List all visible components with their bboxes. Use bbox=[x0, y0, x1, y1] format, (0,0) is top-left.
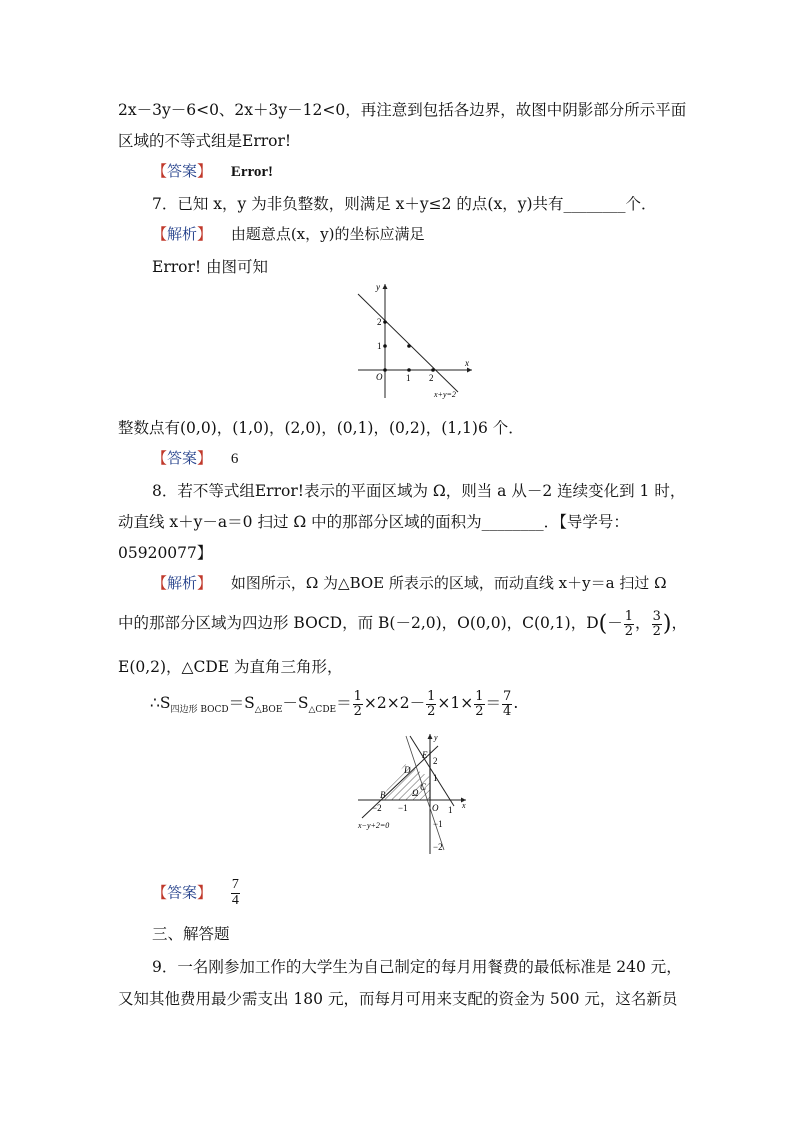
answer6-value: Error! bbox=[230, 164, 274, 180]
q7-analysis-text: 由题意点(x，y)的坐标应满足 bbox=[230, 225, 425, 243]
q8-line-label: x−y+2=0 bbox=[358, 821, 390, 830]
q7-analysis: 【解析】 由题意点(x，y)的坐标应满足 bbox=[152, 225, 425, 243]
q8-line3: 05920077】 bbox=[118, 544, 213, 562]
q8-tick-x-neg1: −1 bbox=[398, 803, 408, 813]
q8-tick-x1: 1 bbox=[448, 805, 453, 815]
q8-tick-y-neg2: −2 bbox=[433, 842, 443, 852]
section3-title: 三、解答题 bbox=[152, 925, 230, 943]
q9-line2: 又知其他费用最少需支出 180 元，而每月可用来支配的资金为 500 元，这名新员 bbox=[118, 990, 678, 1008]
q8-analysis-line1: 如图所示，Ω 为△BOE 所表示的区域，而动直线 x＋y＝a 扫过 Ω bbox=[230, 574, 667, 592]
q8-figure bbox=[350, 728, 474, 858]
q7-origin-label: O bbox=[376, 372, 383, 382]
q7-tick-x1: 1 bbox=[406, 373, 411, 383]
q7-conclusion: 整数点有(0,0)，(1,0)，(2,0)，(0,1)，(0,2)，(1,1)6 个． bbox=[118, 419, 524, 437]
q9-line1: 9．一名刚参加工作的大学生为自己制定的每月用餐费的最低标准是 240 元， bbox=[152, 958, 682, 976]
q8-analysis: 【解析】 如图所示，Ω 为△BOE 所表示的区域，而动直线 x＋y＝a 扫过 Ω bbox=[152, 574, 667, 592]
q8-tick-y-neg1: −1 bbox=[433, 819, 443, 829]
p1-line2: 区域的不等式组是Error! bbox=[118, 132, 292, 150]
q8-label-B: B bbox=[380, 790, 386, 800]
q8-tick-y1: 1 bbox=[433, 773, 438, 783]
q7-line-label: x+y=2 bbox=[434, 390, 456, 399]
q7-x-axis-label: x bbox=[465, 358, 469, 368]
q7-figure bbox=[348, 280, 478, 402]
q7-tick-y1: 1 bbox=[377, 341, 382, 351]
q8-analysis-line2: 中的那部分区域为四边形 BOCD，而 B(－2,0)，O(0,0)，C(0,1)，D(－ $\frac{1}{2}$ ， $\frac{3}{2}$ )， bbox=[118, 609, 687, 639]
q7-question: 7．已知 x，y 为非负整数，则满足 x＋y≤2 的点(x，y)共有________个． bbox=[152, 195, 657, 213]
q8-label-O: O bbox=[432, 803, 439, 813]
q8-line1: 8．若不等式组Error!表示的平面区域为 Ω，则当 a 从－2 连续变化到 1 时， bbox=[152, 482, 686, 500]
q7-tick-x2: 2 bbox=[429, 373, 434, 383]
q8-answer-value: $\frac{7}{4}$ bbox=[231, 877, 239, 908]
q8-label-C: C bbox=[420, 782, 427, 792]
q8-label-D: D bbox=[404, 765, 411, 775]
p1-line1: 2x－3y－6<0、2x＋3y－12<0，再注意到包括各边界，故图中阴影部分所示平面 bbox=[118, 101, 687, 119]
q7-tick-y2: 2 bbox=[377, 317, 382, 327]
q8-label-omega: Ω bbox=[412, 788, 419, 798]
q8-x-axis-label: x bbox=[462, 801, 466, 810]
q8-tick-y2: 2 bbox=[433, 756, 438, 766]
q7-line3: Error! 由图可知 bbox=[152, 258, 269, 276]
q7-y-axis-label: y bbox=[376, 282, 380, 292]
q7-answer-value: 6 bbox=[230, 451, 239, 467]
q8-answer: 【答案】 $\frac{7}{4}$ bbox=[152, 877, 239, 908]
answer6-tag-word: 答案 bbox=[167, 162, 198, 180]
q8-analysis-line3: E(0,2)，△CDE 为直角三角形， bbox=[118, 658, 343, 676]
q8-tick-x-neg2: −2 bbox=[372, 803, 382, 813]
q8-y-axis-label: y bbox=[434, 733, 438, 742]
q7-answer: 【答案】 6 bbox=[152, 449, 239, 467]
q8-line2: 动直线 x＋y－a＝0 扫过 Ω 中的那部分区域的面积为________．【导学号： bbox=[118, 513, 629, 531]
q8-formula: $\therefore S_{四边形 BOCD}=S_{\triangle BOE}-S_{\triangle CDE}=$ $\frac{1}{2}$ ×2×2－ $\frac{1}{2}$ ×1× $\frac{1}{2}$ ＝ $\frac{7}{4}$ . bbox=[150, 689, 519, 719]
answer6-tag: 【答案】 Error! bbox=[152, 162, 274, 180]
q8-label-E: E bbox=[422, 750, 428, 760]
